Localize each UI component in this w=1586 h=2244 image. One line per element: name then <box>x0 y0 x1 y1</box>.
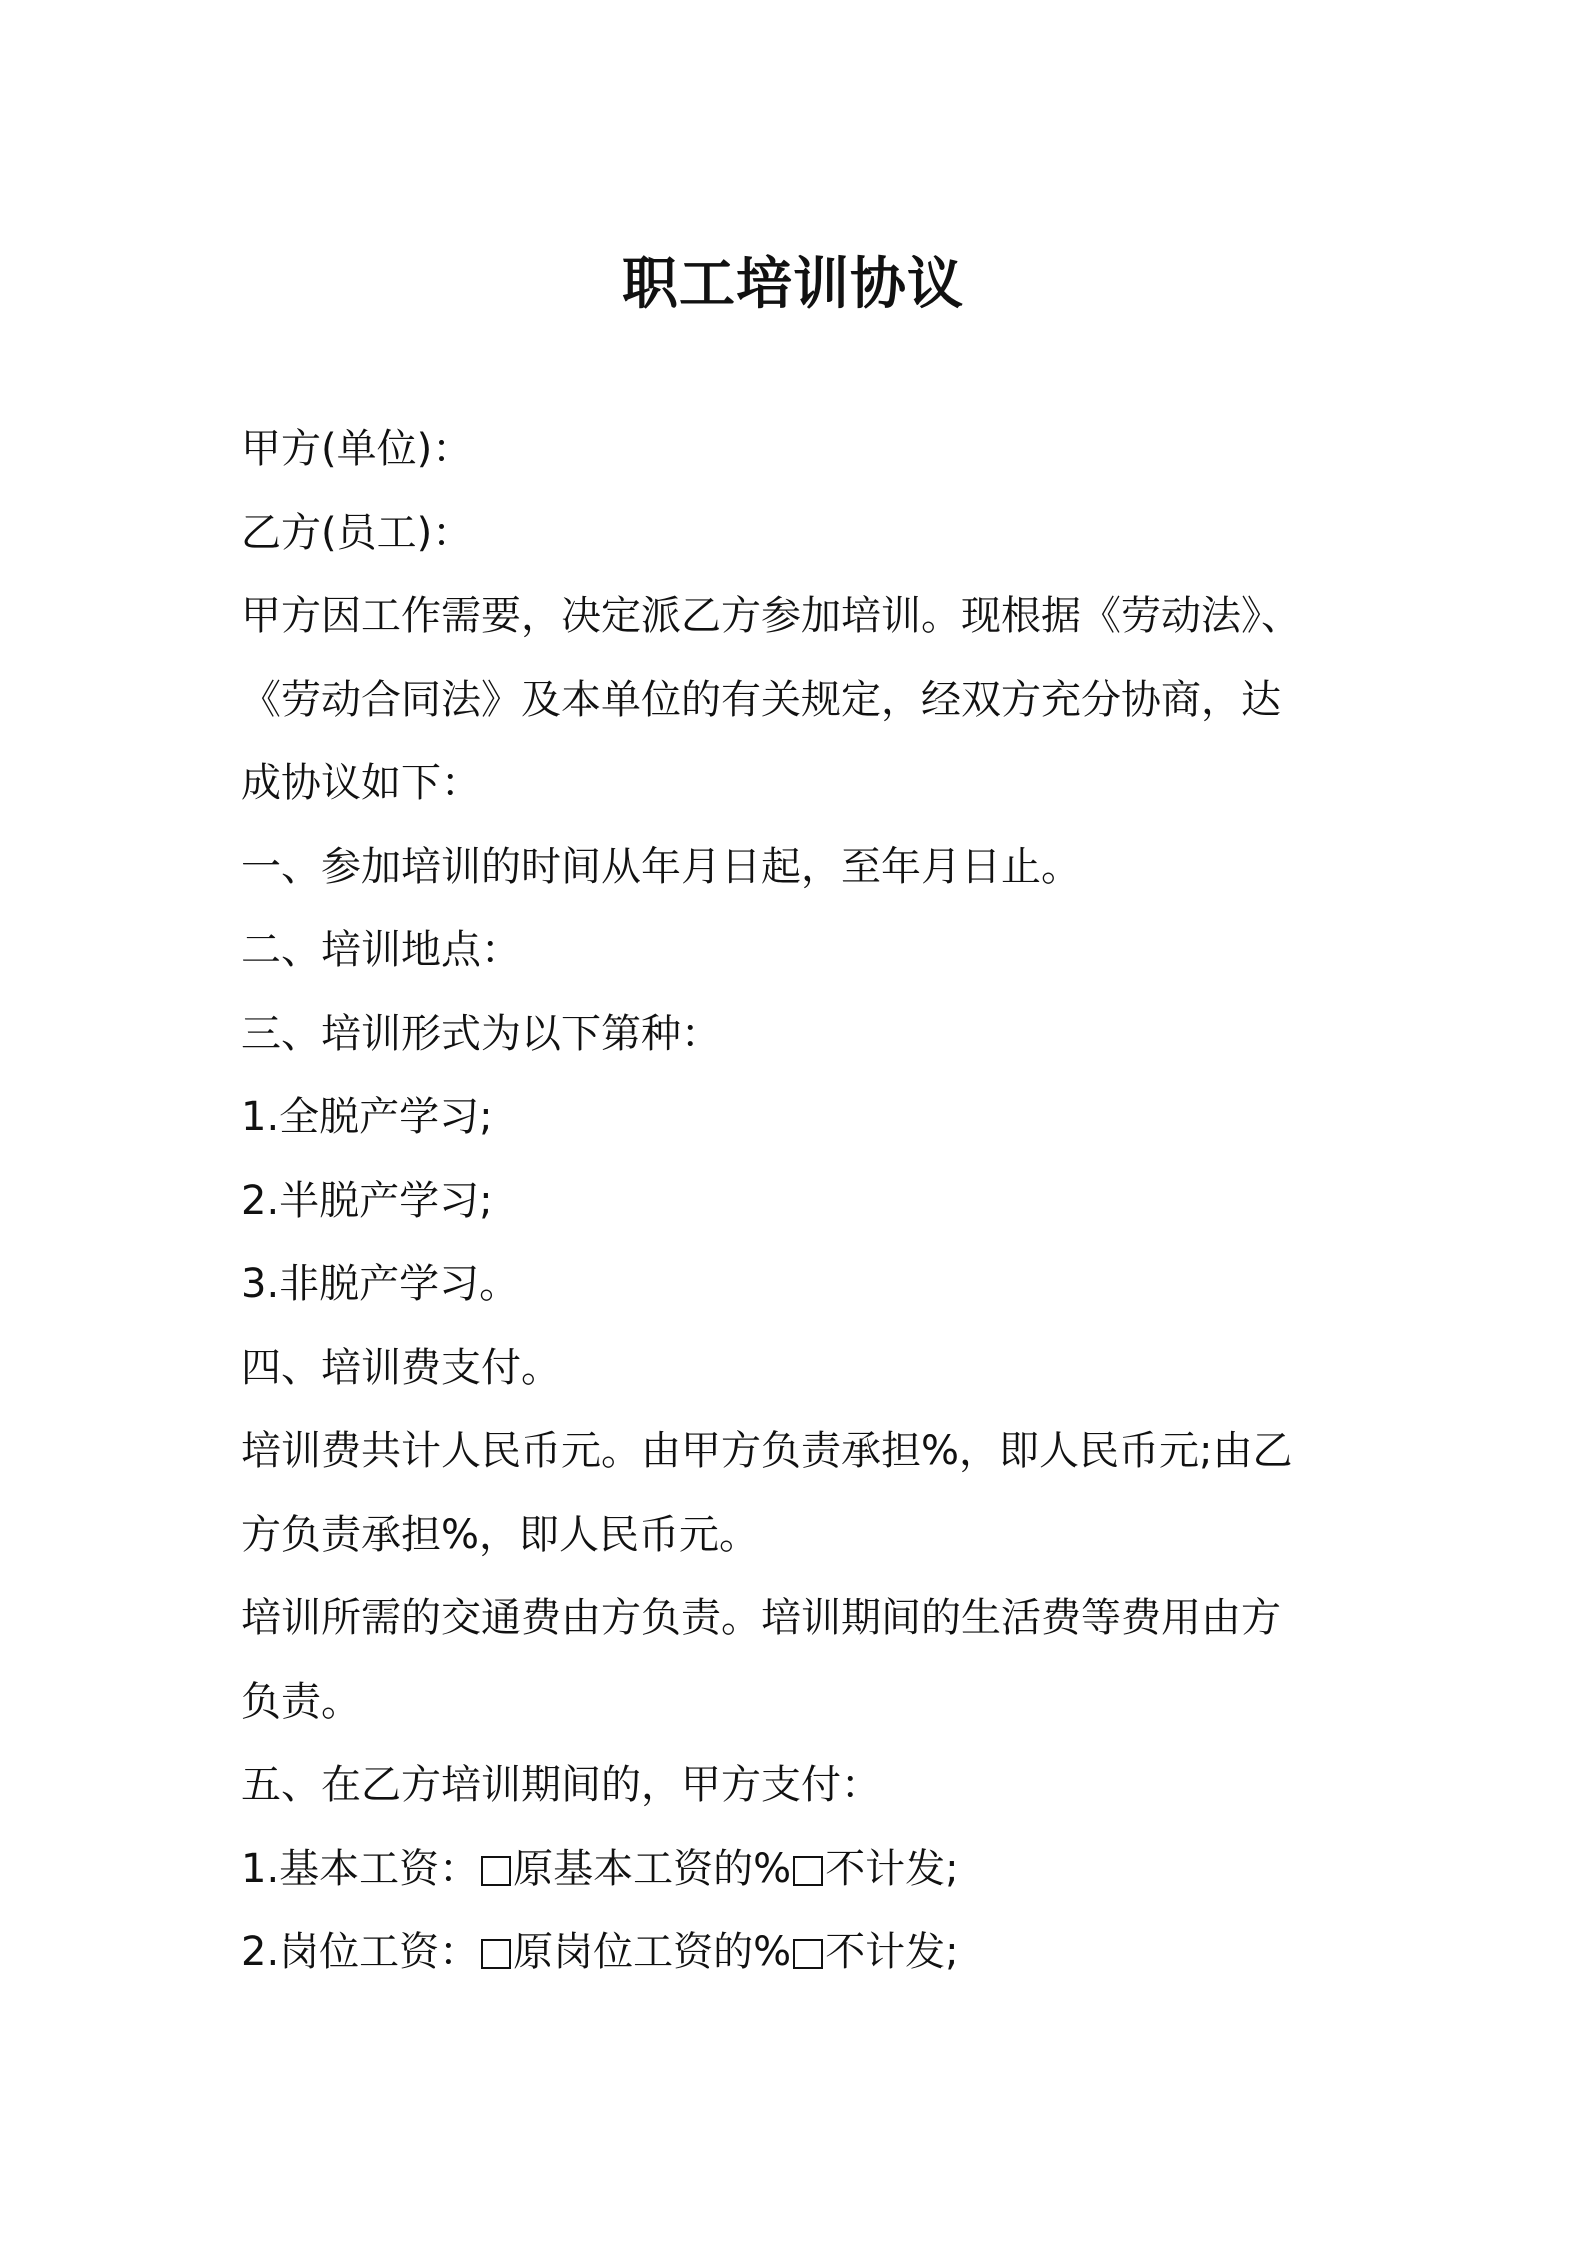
checkbox-icon[interactable] <box>481 1939 511 1969</box>
intro-paragraph-line-2: 《劳动合同法》及本单位的有关规定，经双方充分协商，达 <box>241 676 1281 723</box>
training-form-option-3: 3.非脱产学习。 <box>241 1261 520 1307</box>
intro-paragraph-line-3: 成协议如下： <box>241 760 481 806</box>
transport-paragraph-line-1: 培训所需的交通费由方负责。培训期间的生活费等费用由方 <box>241 1595 1281 1641</box>
clause-2-training-location: 二、培训地点： <box>241 927 521 973</box>
pay-item-label: 2.岗位工资： <box>241 1929 480 1975</box>
clause-3-training-form: 三、培训形式为以下第种： <box>241 1010 721 1057</box>
training-form-option-2: 2.半脱产学习; <box>241 1177 493 1224</box>
checkbox-icon[interactable] <box>793 1856 823 1886</box>
fee-paragraph-line-1: 培训费共计人民币元。由甲方负责承担%，即人民币元;由乙 <box>241 1428 1293 1474</box>
pay-item-basic-salary <box>241 1828 1361 1912</box>
party-b-line: 乙方(员工)： <box>241 509 473 556</box>
pay-option-a-text: 原岗位工资的% <box>513 1929 792 1975</box>
pay-item-label: 1.基本工资： <box>241 1845 480 1892</box>
document-body <box>241 408 1361 1995</box>
checkbox-icon[interactable] <box>481 1856 511 1886</box>
training-form-option-1: 1.全脱产学习; <box>241 1094 493 1140</box>
pay-option-b-text: 不计发; <box>825 1845 959 1892</box>
clause-1-training-period: 一、参加培训的时间从年月日起，至年月日止。 <box>241 843 1081 890</box>
checkbox-icon[interactable] <box>793 1939 823 1969</box>
intro-paragraph-line-1: 甲方因工作需要，决定派乙方参加培训。现根据《劳动法》、 <box>241 593 1301 639</box>
pay-option-a-text: 原基本工资的% <box>513 1845 792 1892</box>
clause-5-salary-payment: 五、在乙方培训期间的，甲方支付： <box>241 1762 881 1808</box>
fee-paragraph-line-2: 方负责承担%，即人民币元。 <box>241 1511 760 1558</box>
pay-option-b-text: 不计发; <box>825 1929 959 1975</box>
transport-paragraph-line-2: 负责。 <box>241 1678 361 1725</box>
document-title: 职工培训协议 <box>622 252 964 317</box>
party-a-line: 甲方(单位)： <box>241 426 473 472</box>
clause-4-fee-payment: 四、培训费支付。 <box>241 1344 561 1391</box>
pay-item-position-salary <box>241 1911 1361 1995</box>
